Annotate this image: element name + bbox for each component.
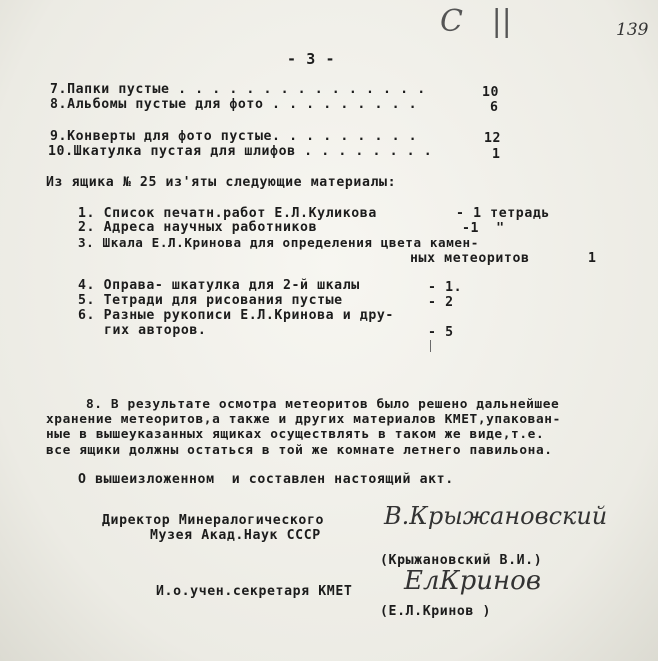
paragraph-line: 8. В результате осмотра метеоритов было решено дальнейшее bbox=[86, 397, 560, 412]
list-item-qty: 10 bbox=[482, 85, 500, 100]
list-item-qty: 1 bbox=[588, 251, 597, 266]
list-item: 7.Папки пустые . . . . . . . . . . . . . . . bbox=[50, 82, 426, 97]
list-item-qty: 1 bbox=[492, 147, 501, 162]
list-item: 3. Шкала Е.Л.Кринова для определения цвета камен- bbox=[78, 235, 479, 250]
list-item: 4. Оправа- шкатулка для 2-й шкалы bbox=[78, 278, 360, 293]
list-item-qty: -1 " bbox=[462, 221, 505, 236]
list-item-qty: 12 bbox=[484, 131, 502, 146]
archive-number: 139 bbox=[616, 20, 649, 40]
list-item: 5. Тетради для рисования пустые bbox=[78, 293, 343, 308]
secretary-name: (Е.Л.Кринов ) bbox=[380, 604, 492, 619]
list-item: 2. Адреса научных работников bbox=[78, 220, 318, 235]
list-item-qty: 6 bbox=[490, 100, 499, 115]
page-number: - 3 - bbox=[287, 50, 336, 68]
section-heading: Из ящика № 25 из'яты следующие материалы: bbox=[46, 175, 397, 190]
paragraph-line: ные в вышеуказанных ящиках осуществлять в таком же виде,т.е. bbox=[46, 427, 545, 442]
list-item: 8.Альбомы пустые для фото . . . . . . . . . bbox=[50, 97, 418, 112]
list-item-qty: - 1. bbox=[428, 280, 463, 295]
director-name: (Крыжановский В.И.) bbox=[380, 553, 543, 568]
list-item: 6. Разные рукописи Е.Л.Кринова и дру- bbox=[78, 308, 394, 323]
list-item-cont: гих авторов. bbox=[104, 323, 207, 338]
secretary-title: И.о.учен.секретаря КМЕТ bbox=[156, 584, 353, 599]
list-item-qty: - 2 bbox=[428, 295, 454, 310]
paragraph-line: хранение метеоритов,а также и других материалов КМЕТ,упакован- bbox=[46, 412, 561, 427]
list-item-qty: - 1 тетрадь bbox=[456, 206, 550, 221]
list-item: 9.Конверты для фото пустые. . . . . . . . . bbox=[50, 129, 418, 144]
list-item-cont: ных метеоритов bbox=[410, 251, 530, 266]
director-title: Директор Минералогического bbox=[102, 513, 325, 528]
list-item: 10.Шкатулка пустая для шлифов . . . . . . . . bbox=[48, 144, 433, 159]
secretary-signature: ЕлКринов bbox=[404, 566, 541, 596]
director-signature: В.Крыжановский bbox=[384, 502, 608, 530]
paragraph-line: все ящики должны остаться в той же комнате летнего павильона. bbox=[46, 443, 553, 458]
list-item: 1. Список печатн.работ Е.Л.Куликова bbox=[78, 206, 377, 221]
closing-statement: О вышеизложенном и составлен настоящий акт. bbox=[78, 472, 454, 487]
corner-marks: C || bbox=[440, 4, 512, 39]
director-title: Музея Акад.Наук СССР bbox=[150, 528, 321, 543]
list-item-qty: - 5 bbox=[428, 325, 454, 340]
margin-tick bbox=[430, 340, 431, 352]
